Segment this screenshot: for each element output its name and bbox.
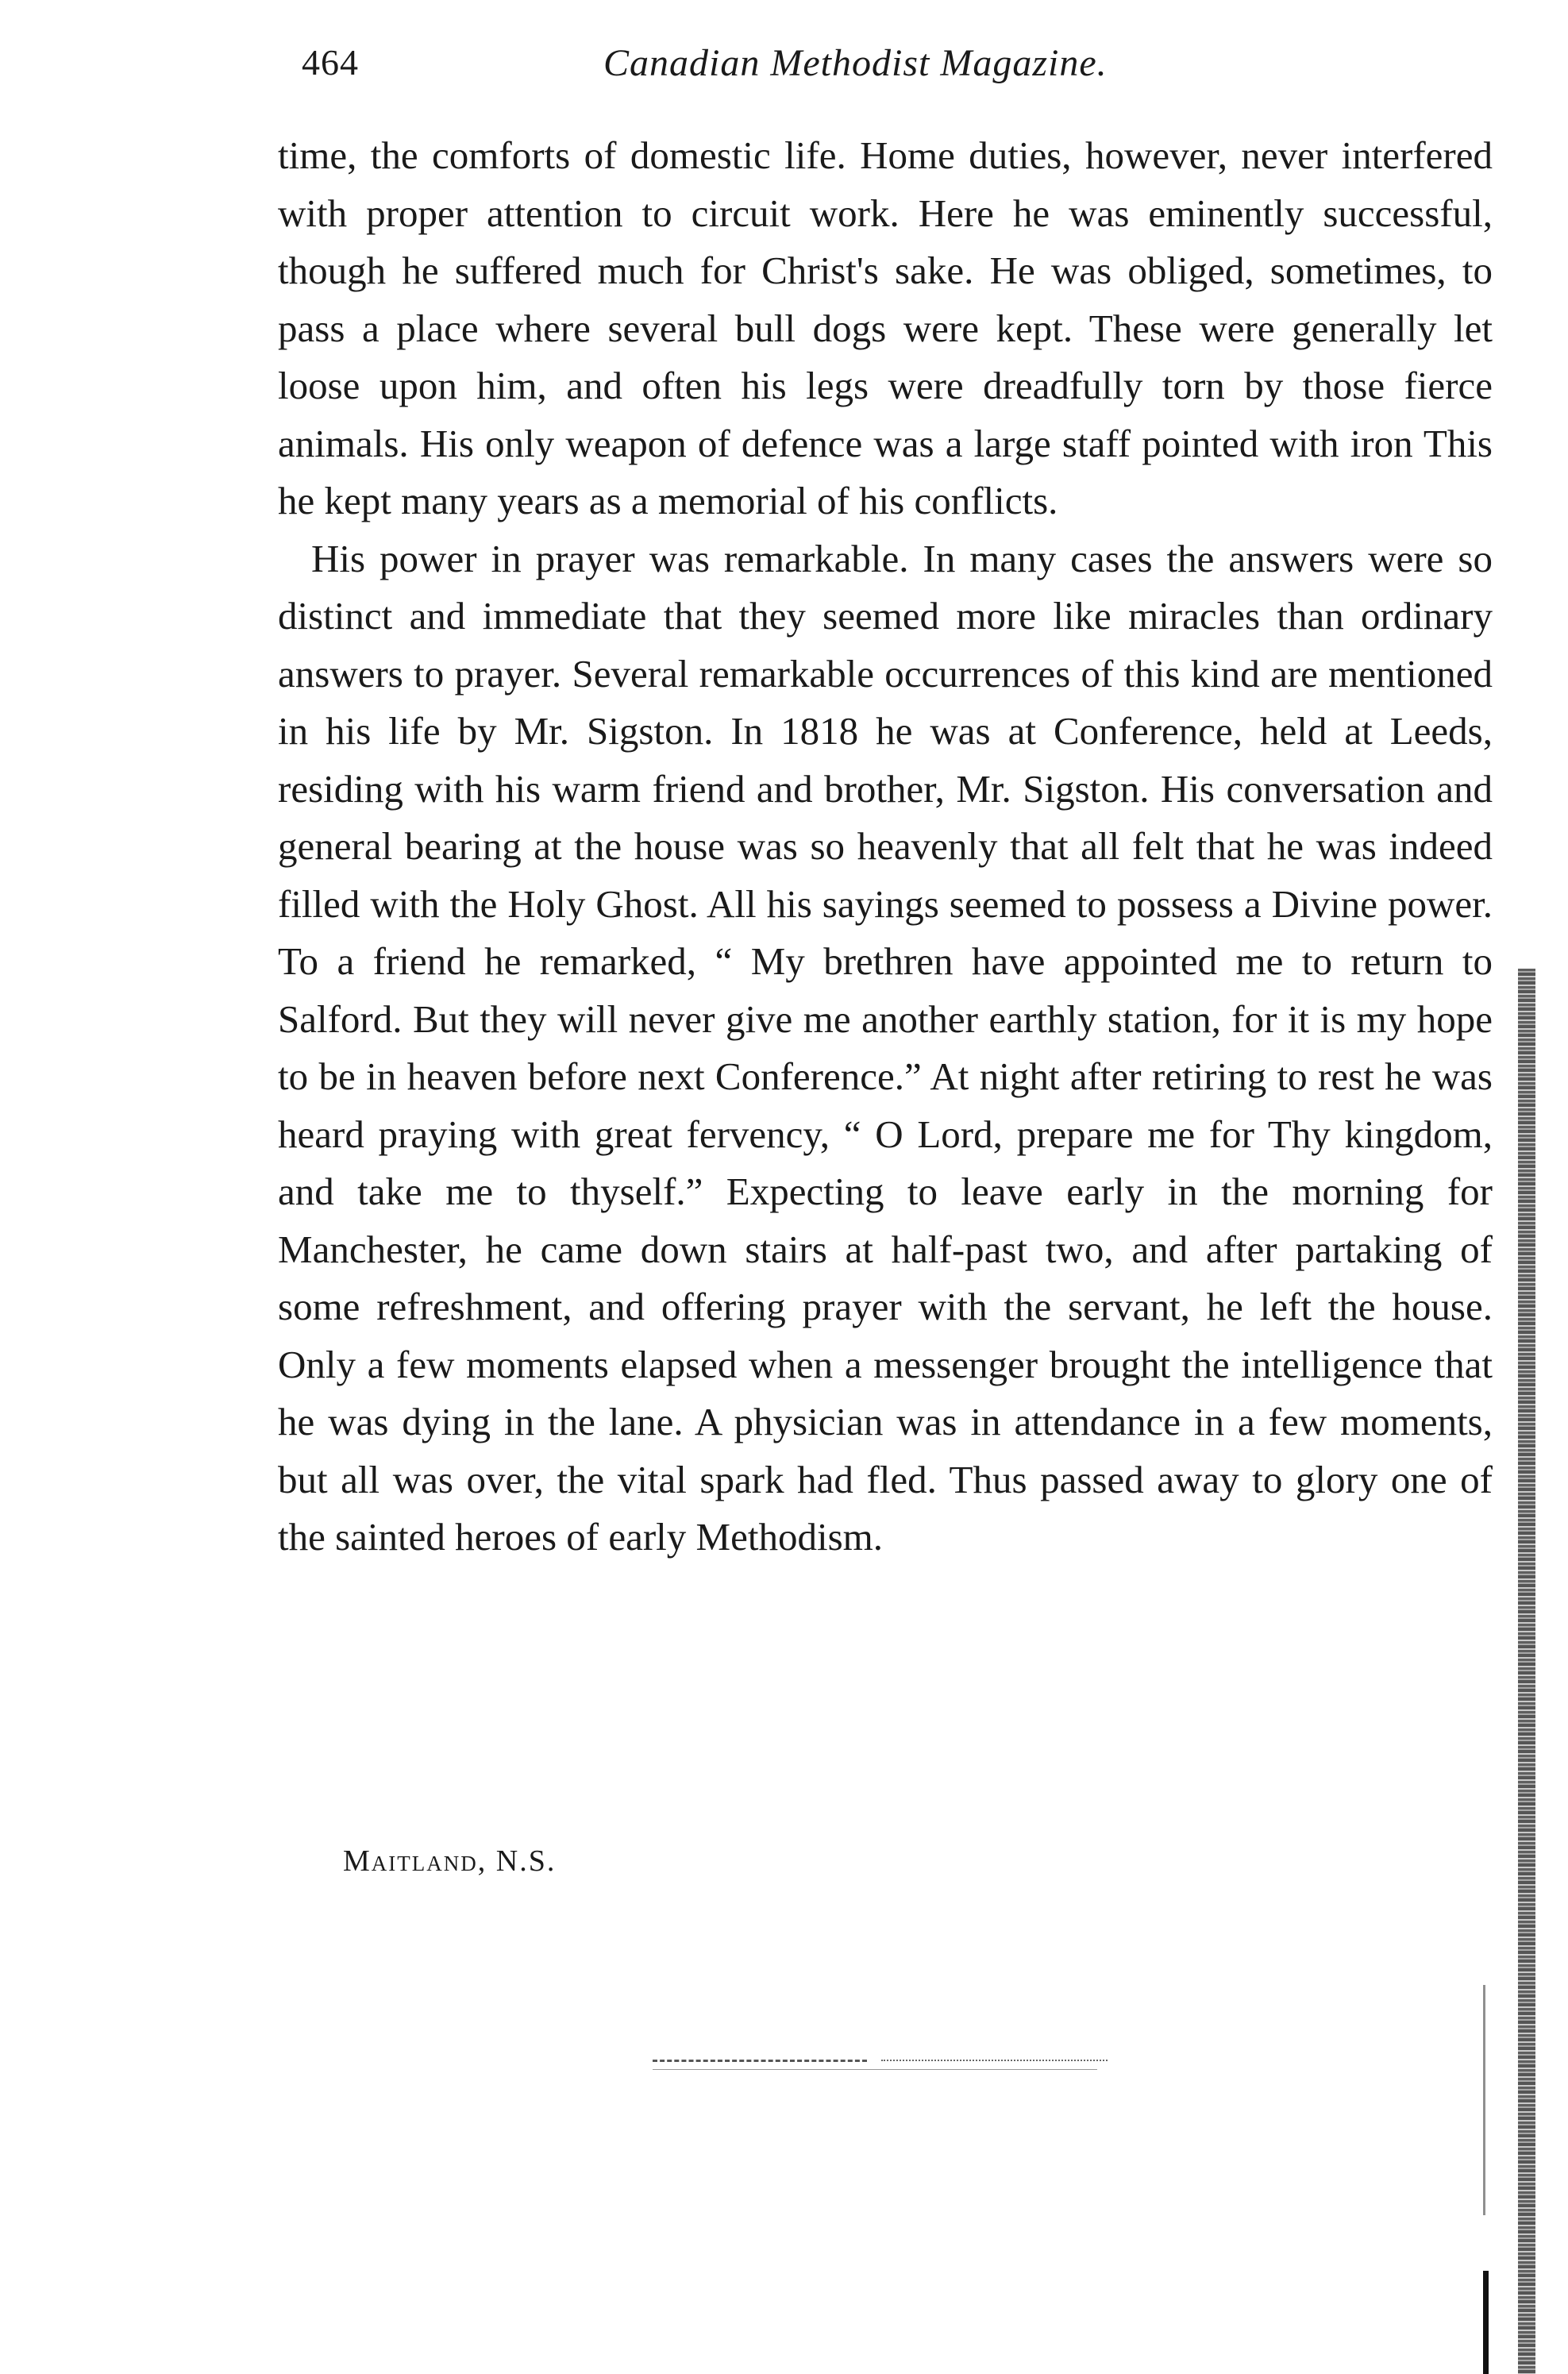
section-divider [881,2060,1108,2061]
scan-edge-line [1483,2271,1489,2374]
section-divider [653,2060,867,2062]
section-divider [653,2069,1097,2070]
running-title: Canadian Methodist Magazine. [603,42,1108,84]
place-signoff: Maitland, N.S. [343,1844,557,1878]
page-number: 464 [302,42,359,83]
paragraph: time, the comforts of domestic life. Home duties, however, never interfered with proper attention to circuit work. Here he was eminently successful, though he suffered much for Christ's sake. He was obliged, sometimes, to pass a place where several bull dogs were kept. These were generally let loose upon him, and often his legs were dreadfully torn by those fierce animals. His only weapon of defence was a large staff pointed with iron This he kept many years as a memorial of his conflicts. [278,133,1493,522]
running-head [302,41,1493,89]
scan-edge-artifact [1518,969,1535,2374]
article-body [278,127,1493,1567]
paragraph: His power in prayer was remarkable. In many cases the answers were so distinct and immediate that they seemed more like miracles than ordinary answers to prayer. Several remarkable occurrences of this kind are mentioned in his life by Mr. Sigston. In 1818 he was at Conference, held at Leeds, residing with his warm friend and brother, Mr. Sigston. His conversation and general bearing at the house was so heavenly that all felt that he was indeed filled with the Holy Ghost. All his sayings seemed to possess a Divine power. To a friend he remarked, “ My brethren have appointed me to return to Salford. But they will never give me another earthly station, for it is my hope to be in heaven before next Conference.” At night after retiring to rest he was heard praying with great fervency, “ O Lord, prepare me for Thy kingdom, and take me to thyself.” Expecting to leave early in the morning for Manchester, he came down stairs at half-past two, and after partaking of some refreshment, and offering prayer with the servant, he left the house. Only a few moments elapsed when a messenger brought the intelligence that he was dying in the lane. A physician was in attendance in a few moments, but all was over, the vital spark had fled. Thus passed away to glory one of the sainted heroes of early Methodism. [278,536,1493,1559]
scan-edge-line [1483,1985,1485,2215]
